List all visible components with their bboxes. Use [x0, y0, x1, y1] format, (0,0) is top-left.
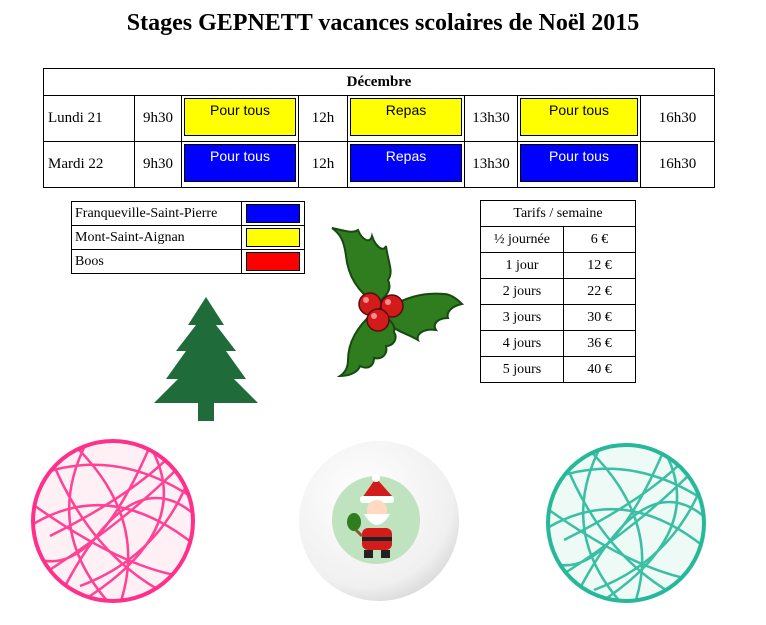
table-row — [481, 331, 636, 357]
table-row — [481, 253, 636, 279]
time-cell: 13h30 — [465, 142, 518, 188]
christmas-tree-icon — [150, 295, 262, 423]
table-row — [44, 142, 715, 188]
holly-icon — [318, 226, 464, 378]
tarif-label: 1 jour — [481, 253, 564, 279]
slot-activity: Pour tous — [520, 144, 638, 182]
time-cell: 9h30 — [135, 96, 182, 142]
tarifs-header: Tarifs / semaine — [481, 201, 636, 227]
santa-ball-icon — [296, 438, 462, 604]
day-cell: Mardi 22 — [44, 142, 135, 188]
time-cell: 16h30 — [641, 96, 715, 142]
slot-meal: Repas — [350, 144, 462, 182]
legend-label: Boos — [72, 250, 242, 274]
legend-row — [72, 250, 305, 274]
time-cell: 13h30 — [465, 96, 518, 142]
schedule-table — [43, 68, 715, 188]
page-title: Stages GEPNETT vacances scolaires de Noël 2015 — [126, 10, 640, 36]
slot-meal: Repas — [350, 98, 462, 136]
tarif-price: 36 € — [564, 331, 636, 357]
legend-label: Mont-Saint-Aignan — [72, 226, 242, 250]
table-row — [481, 305, 636, 331]
tarif-price: 12 € — [564, 253, 636, 279]
slot-activity: Pour tous — [184, 144, 296, 182]
table-row — [481, 227, 636, 253]
legend-row — [72, 202, 305, 226]
day-cell: Lundi 21 — [44, 96, 135, 142]
tarif-label: 2 jours — [481, 279, 564, 305]
tarif-label: 3 jours — [481, 305, 564, 331]
tarif-price: 30 € — [564, 305, 636, 331]
slot-activity: Pour tous — [184, 98, 296, 136]
tarif-label: 4 jours — [481, 331, 564, 357]
slot-activity: Pour tous — [520, 98, 638, 136]
time-cell: 12h — [299, 96, 348, 142]
tarif-price: 40 € — [564, 357, 636, 383]
tarifs-table — [480, 200, 636, 383]
time-cell: 16h30 — [641, 142, 715, 188]
time-cell: 9h30 — [135, 142, 182, 188]
tarif-label: ½ journée — [481, 227, 564, 253]
pink-ball-icon — [30, 436, 196, 606]
legend-swatch — [246, 228, 300, 247]
legend-swatch — [246, 252, 300, 271]
tarif-price: 22 € — [564, 279, 636, 305]
table-row — [481, 279, 636, 305]
table-row — [481, 357, 636, 383]
tarif-label: 5 jours — [481, 357, 564, 383]
legend-row — [72, 226, 305, 250]
month-header: Décembre — [44, 69, 715, 96]
legend-table — [71, 201, 305, 274]
table-row — [44, 96, 715, 142]
time-cell: 12h — [299, 142, 348, 188]
legend-label: Franqueville-Saint-Pierre — [72, 202, 242, 226]
legend-swatch — [246, 204, 300, 223]
tarif-price: 6 € — [564, 227, 636, 253]
green-ball-icon — [544, 440, 708, 606]
